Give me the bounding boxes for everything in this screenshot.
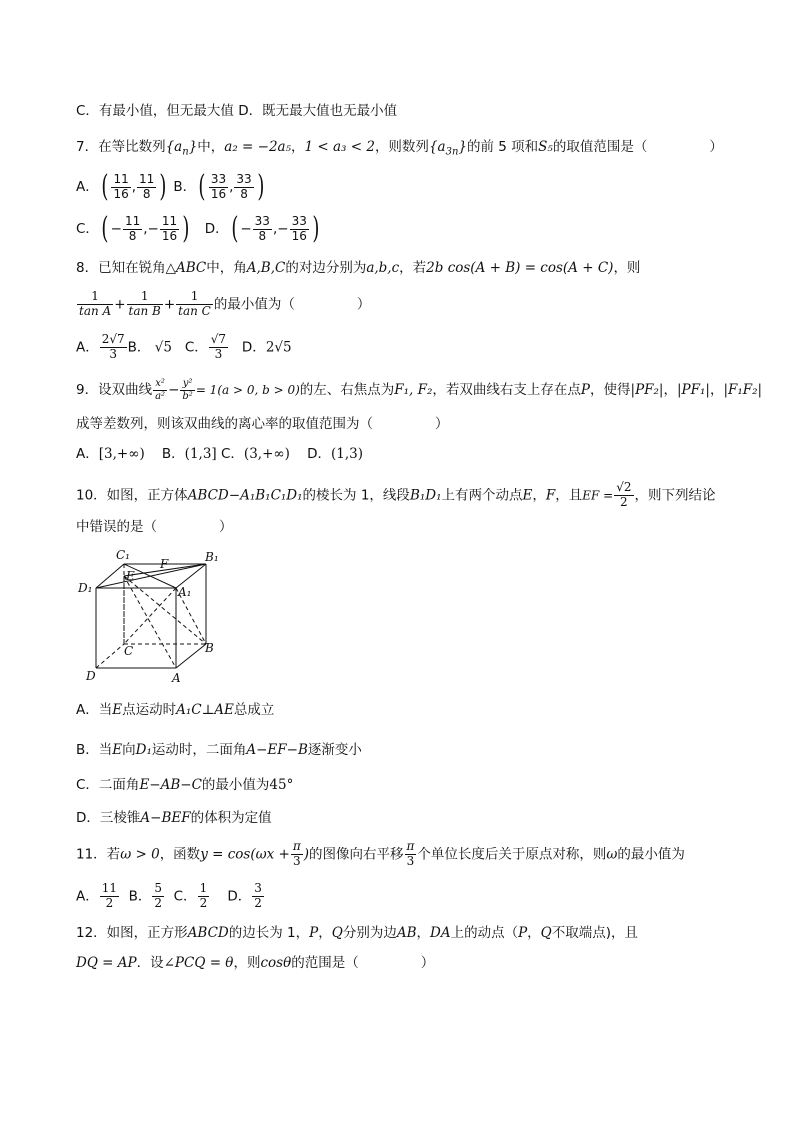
label-e: E (126, 569, 135, 583)
q9-options: A．[3,+∞) B．(1,3] C．(3,+∞) D．(1,3) (76, 446, 363, 462)
q12-stem: 12．如图，正方形ABCD的边长为 1，P，Q分别为边AB，DA上的动点（P，Q不取端点)，且 (76, 925, 639, 941)
q7-seq-an: $\{a_n\}$ (165, 139, 198, 158)
q10-option-d: D．三棱锥A−BEF的体积为定值 (76, 810, 272, 826)
q7-seq-a3n: $\{a_{3n}\}$ (428, 139, 467, 158)
cube-figure (76, 548, 226, 688)
label-c: C (124, 644, 134, 658)
label-f: F (160, 557, 169, 571)
q11-stem: 11．若ω > 0，函数y = cos(ωx + $\frac{\pi}{3}$ )的图像向右平移 $\frac{\pi}{3}$ 个单位长度后关于原点对称，则ω的最小值为 (76, 839, 685, 868)
label-d1: D₁ (78, 581, 93, 595)
q11-options: A． $\frac{11}{2}$ B． $\frac{5}{2}$ C． $\frac{1}{2}$ D． $\frac{3}{2}$ (76, 881, 262, 910)
q10-option-c: C．二面角E−AB−C的最小值为45° (76, 777, 294, 793)
q12-line2: DQ = AP．设∠PCQ = θ，则cosθ的范围是（ ） (76, 955, 435, 971)
label-b1: B₁ (205, 550, 219, 564)
q7-options-cd: C．( − $\frac{11}{8}$ ,− $\frac{11}{16}$ ) D．( − $\frac{33}{8}$ ,− $\frac{33}{16}$ ) (76, 211, 320, 246)
q10-option-a: A．当E点运动时A₁C⊥AE总成立 (76, 702, 275, 718)
q7-s5: S₅ (538, 139, 553, 155)
label-b: B (205, 641, 214, 655)
q9-line2: 成等差数列，则该双曲线的离心率的取值范围为（ ） (76, 416, 449, 432)
q8-options: A． $\frac{2√7}{3}$ B． √5 C． $\frac{√7}{3}$ D．2√5 (76, 332, 292, 361)
q8-equation: 2b cos(A + B) = cos(A + C) (426, 260, 614, 276)
label-d: D (86, 669, 96, 683)
q7-stem: 7．在等比数列$\{a_n\}$中，a₂ = −2a₅，1 < a₃ < 2，则数列$\{a_{3n}\}$的前 5 项和S₅的取值范围是（ ） (76, 139, 723, 158)
label-a1: A₁ (178, 585, 192, 599)
q6-options-cd: C．有最小值，但无最大值 D．既无最大值也无最小值 (76, 103, 398, 119)
q7-cond2: 1 < a₃ < 2 (304, 139, 375, 155)
label-c1: C₁ (116, 548, 130, 562)
q10-option-b: B．当E向D₁运动时，二面角A−EF−B逐渐变小 (76, 742, 362, 758)
q8-expression: $\frac{1}{\text{tan A}}$ + $\frac{1}{\text{tan B}}$ + $\frac{1}{\text{tan C}}$ 的最小值为（ ） (79, 289, 371, 318)
q10-line2: 中错误的是（ ） (76, 519, 233, 535)
label-a: A (172, 671, 181, 685)
q10-stem: 10．如图，正方体ABCD−A₁B₁C₁D₁的棱长为 1，线段B₁D₁上有两个动点E，F，且EF = $\frac{√2}{2}$ ，则下列结论 (76, 480, 716, 509)
q7-options-ab: A．( $\frac{11}{16}$ , $\frac{11}{8}$ ) B．( $\frac{33}{16}$ , $\frac{33}{8}$ ) (76, 169, 265, 204)
q8-stem: 8．已知在锐角△ABC中，角A,B,C的对边分别为a,b,c，若2b cos(A + B) = cos(A + C)，则 (76, 260, 641, 276)
q9-stem: 9．设双曲线 $\frac{\text{x²}}{\text{a²}}$ − $\frac{\text{y²}}{\text{b²}}$ = 1(a > 0, b > 0)的左、右焦点为F₁, F₂，若双曲线右支上存在点P，使得|PF₂|，|PF₁|，|F₁F₂| (76, 378, 763, 402)
q7-cond1: a₂ = −2a₅ (224, 139, 291, 155)
q7-text: 7．在等比数列 (76, 139, 166, 155)
